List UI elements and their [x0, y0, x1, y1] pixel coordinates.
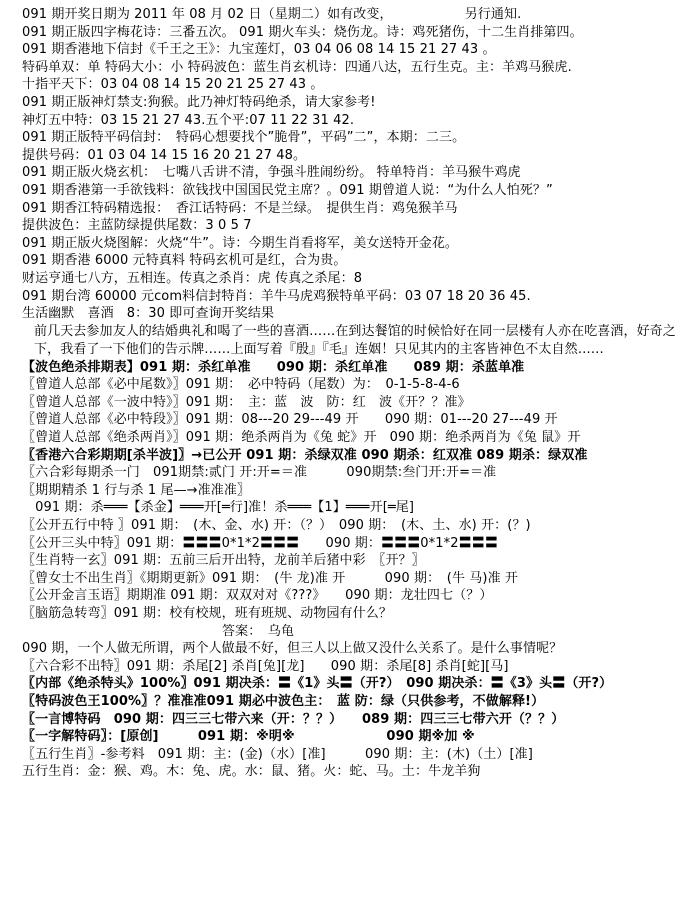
three-heads-line: 〖公开三头中特〗091 期：〓〓〓0*1*2〓〓〓 090 期：〓〓〓0*1*2〓〓〓: [22, 535, 498, 551]
kill-one-door-line: 〖六合彩每期杀一门 091期禁:贰门 开:开=＝准 090期禁:叁门开:开=＝准: [22, 465, 497, 481]
fire-diagram-line: 091 期正版火烧图解：火烧“牛”。诗：今期生肖看将军，美女送特开金花。: [22, 235, 459, 251]
special-segment-line: 〖曾道人总部《必中特段》〗091 期：08---20 29---49 开 090 期：01---20 27---49 开: [22, 412, 558, 428]
xiangjiang-line: 091 期香江特码精选报： 香江话特码：不是兰绿。 提供生肖：鸡兔猴羊马: [22, 200, 458, 216]
lamp-five-line: 神灯五中特：03 15 21 27 43.五个平:07 11 22 31 42.: [22, 112, 355, 128]
humor-title-line: 生活幽默 喜酒 8：30 即可查询开奖结果: [22, 306, 275, 322]
fire-mystery-line: 091 期正版火烧玄机： 七嘴八舌讲不清，争强斗胜闹纷纷。 特单特肖：羊马猴牛鸡虎: [22, 165, 521, 181]
answer-line: 答案： 乌龟: [222, 623, 295, 639]
zodiac-mystery-line: 〖生肖特一玄〗091 期：五前三后开出特，龙前羊后猪中彩 〖开？〗: [22, 553, 425, 569]
element-mapping-line: 五行生肖：金：猴、鸡。木：兔、虎。水：鼠、猪。火：蛇、马。土：牛龙羊狗: [22, 764, 481, 780]
wave-color-line: 提供波色：主蓝防绿提供尾数：3 0 5 7: [22, 218, 252, 234]
hk-6000-line: 091 期香港 6000 元特真料 特码玄机可是红，合为贵。: [22, 253, 347, 269]
special-code-line: 特码单双：单 特码大小：小 特码波色：蓝生肖玄机诗：四通八达，五行生克。主：羊鸡马猴虎.: [22, 59, 572, 75]
ms-zeng-line: 〖曾女士不出生肖〗《期期更新》091 期： (牛 龙)准 开 090 期： (牛 马)准 开: [22, 570, 519, 586]
humor-paragraph: 前几天去参加友人的结婚典礼和喝了一些的喜酒……在到达餐馆的时候恰好在同一层楼有人亦在吃喜酒，好奇之下，我看了一下他们的告示牌……上面写着『殷』『毛』连姻！只见其内的主客皆神色不太自然……: [34, 323, 676, 357]
wave-king-line: 〖特码波色王100%〗？准准准091 期必中波色主： 蓝 防：绿（只供参考，不做解释!）: [22, 693, 545, 709]
riddle-line: 090 期，一个人做无所谓，两个人做最不好，但三人以上做又没什么关系了。是什么事情呢？: [22, 641, 563, 657]
kill-metal-line: 091 期：杀═══【杀金】═══开[═行]准！杀═══【1】═══开[═尾]: [22, 500, 415, 516]
hk-firsthand-line: 091 期香港第一手欲钱料：欲钱找中国国民党主席？。091 期曾道人说：“为什么人怕死？”: [22, 182, 553, 198]
provided-numbers-line: 提供号码：01 03 04 14 15 16 20 21 27 48。: [22, 147, 307, 163]
one-wave-line: 〖曾道人总部《一波中特》〗091 期： 主：蓝 波 防：红 波《开？？准》: [22, 394, 471, 410]
flat-envelope-line: 091 期正版特平码信封： 特码心想要找个”脆骨”，平码”二”，本期：二三。: [22, 130, 466, 146]
one-word-bet-line: 〖一言博特码 090 期：四三三七带六来（开：？？） 089 期：四三三七带六开（？？）: [22, 711, 565, 727]
taiwan-60000-line: 091 期台湾 60000 元com料信封特肖：羊牛马虎鸡猴特单平码：03 07 18 20 36 45.: [22, 288, 531, 304]
lottery-document: [22, 6, 682, 781]
five-elements-line: 〖公开五行中特 〗091 期： (木、金、水) 开：（？） 090 期： (木、土、水) 开：(？): [22, 518, 531, 534]
one-char-line: 〖一字解特码〗：[原创] 091 期：※明※ 090 期※加 ※: [22, 729, 475, 745]
tail-number-line: 〖曾道人总部《必中尾数》〗091 期： 必中特码（尾数）为： 0-1-5-8-4-6: [22, 377, 460, 393]
plum-poem-line: 091 期正版四字梅花诗：三番五次。 091 期火车头：烧伤龙。诗：鸡死猪伤，十二生肖排第四。: [22, 24, 583, 40]
kill-two-zodiac-line: 〖曾道人总部《绝杀两肖》〗091 期：绝杀两肖为《兔 蛇》开 090 期：绝杀两肖为《兔 鼠》开: [22, 430, 581, 446]
fortune-line: 财运亨通七八方，五相连。传真之杀肖：虎 传真之杀尾：8: [22, 270, 363, 286]
hk-envelope-line: 091 期香港地下信封《千王之王》：九宝莲灯，03 04 06 08 14 15 21 27 43 。: [22, 42, 496, 58]
half-wave-line: 〖香港六合彩期期[杀半波]〗→已公开 091 期：杀绿双准 090 期杀：红双准 089 期杀：绿双准: [22, 447, 588, 463]
ten-fingers-line: 十指平天下：03 04 08 14 15 20 21 25 27 43 。: [22, 77, 324, 93]
five-element-zodiac-line: 〖五行生肖〗-参考料 091 期：主：(金)（水）[准] 090 期：主：(木)（土）[准]: [22, 746, 533, 762]
golden-words-line: 〖公开金言玉语〗期期准 091 期：双双对对《???》 090 期：龙壮四七（？）: [22, 588, 493, 604]
kill-head-line: 〖内部《绝杀特头》100%〗091 期决杀：〓《1》头〓（开?） 090 期决杀：〓《3》头〓（开?）: [22, 676, 613, 692]
no-special-line: 〖六合彩不出特〗091 期：杀尾[2] 杀肖[兔][龙] 090 期：杀尾[8] 杀肖[蛇][马]: [22, 658, 509, 674]
draw-date-line: 091 期开奖日期为 2011 年 08 月 02 日（星期二）如有改变， 另行通知.: [22, 7, 522, 22]
wave-kill-schedule-line: 【波色绝杀排期表】091 期：杀红单准 090 期：杀红单准 089 期：杀蓝单准: [22, 359, 525, 375]
kill-row-tail-line: 〖期期精杀 1 行与杀 1 尾—→准准准〗: [22, 482, 251, 498]
lamp-ban-line: 091 期正版神灯禁支:狗猴。此乃神灯特码绝杀，请大家参考!: [22, 94, 376, 110]
brain-teaser-line: 〖脑筋急转弯〗091 期：校有校规，班有班规、动物园有什么？: [22, 606, 392, 621]
